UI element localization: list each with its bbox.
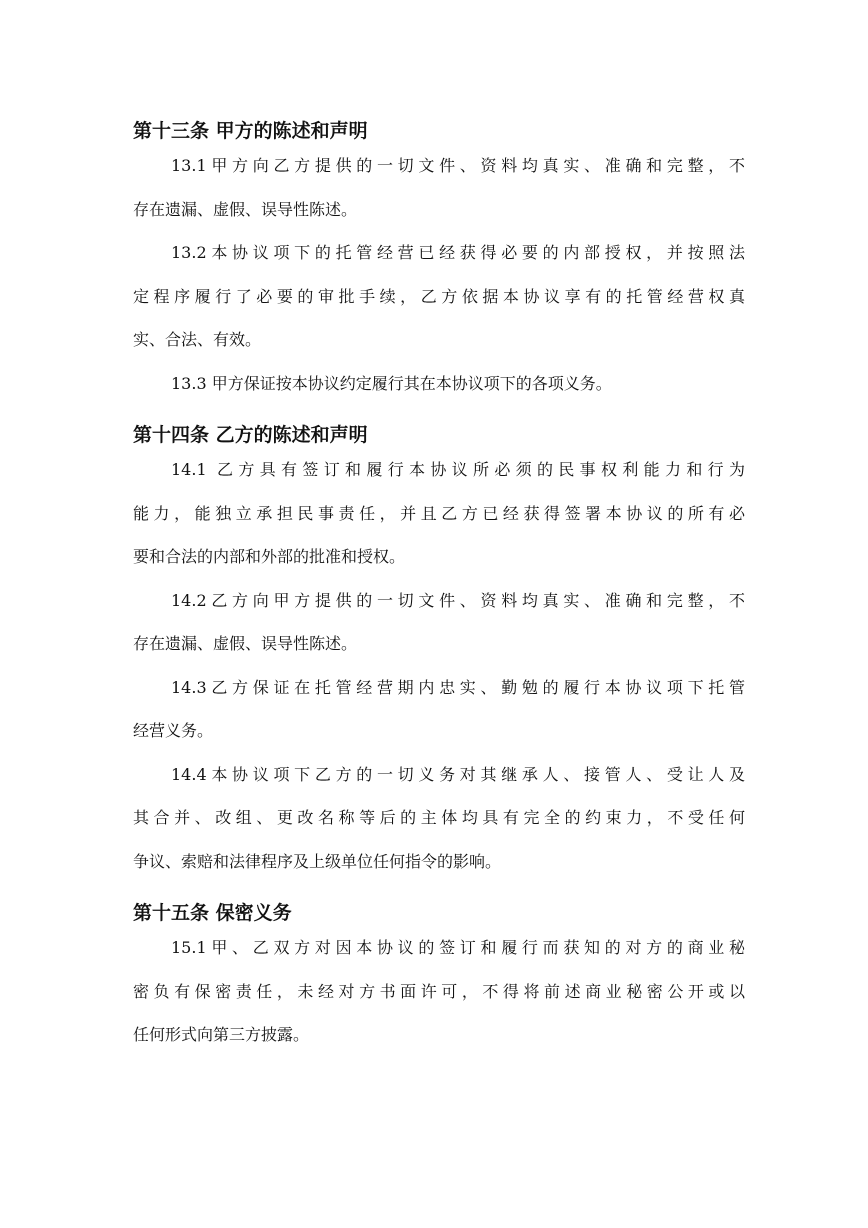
paragraph-line: 能力，能独立承担民事责任，并且乙方已经获得签署本协议的所有必 xyxy=(133,503,745,523)
paragraph-line: 密负有保密责任，未经对方书面许可，不得将前述商业秘密公开或以 xyxy=(133,981,745,1001)
paragraph-line: 要和合法的内部和外部的批准和授权。 xyxy=(133,547,406,566)
paragraph-15-1 xyxy=(133,935,745,1066)
paragraph-line: 定程序履行了必要的审批手续，乙方依据本协议享有的托管经营权真 xyxy=(133,286,745,306)
paragraph-13-2 xyxy=(133,240,745,371)
paragraph-line: 13.2本协议项下的托管经营已经获得必要的内部授权，并按照法 xyxy=(171,243,745,262)
paragraph-line: 13.1甲方向乙方提供的一切文件、资料均真实、准确和完整，不 xyxy=(171,156,745,175)
paragraph-14-1 xyxy=(133,457,745,588)
paragraph-14-3 xyxy=(133,675,745,762)
paragraph-line: 14.1 乙方具有签订和履行本协议所必须的民事权利能力和行为 xyxy=(171,460,745,479)
section-heading-13: 第十三条 甲方的陈述和声明 xyxy=(133,120,368,142)
paragraph-line: 14.4本协议项下乙方的一切义务对其继承人、接管人、受让人及 xyxy=(171,764,745,784)
paragraph-14-4 xyxy=(133,762,745,893)
section-heading-14: 第十四条 乙方的陈述和声明 xyxy=(133,424,368,446)
paragraph-line: 其合并、改组、更改名称等后的主体均具有完全的约束力，不受任何 xyxy=(133,808,745,827)
paragraph-line: 实、合法、有效。 xyxy=(133,330,262,349)
paragraph-line: 存在遗漏、虚假、误导性陈述。 xyxy=(133,199,358,219)
paragraph-line: 15.1甲、乙双方对因本协议的签订和履行而获知的对方的商业秘 xyxy=(171,938,745,957)
paragraph-line: 争议、索赔和法律程序及上级单位任何指令的影响。 xyxy=(133,851,502,871)
paragraph-line: 14.2乙方向甲方提供的一切文件、资料均真实、准确和完整，不 xyxy=(171,590,745,610)
section-heading-15: 第十五条 保密义务 xyxy=(133,902,292,924)
paragraph-14-2 xyxy=(133,588,745,675)
paragraph-13-1 xyxy=(133,153,745,240)
document-body xyxy=(133,110,745,1066)
paragraph-13-3 xyxy=(133,371,745,415)
paragraph-line: 经营义务。 xyxy=(133,721,214,740)
paragraph-line: 13.3 甲方保证按本协议约定履行其在本协议项下的各项义务。 xyxy=(171,373,612,393)
paragraph-line: 任何形式向第三方披露。 xyxy=(133,1025,310,1044)
paragraph-line: 存在遗漏、虚假、误导性陈述。 xyxy=(133,634,358,653)
paragraph-line: 14.3乙方保证在托管经营期内忠实、勤勉的履行本协议项下托管 xyxy=(171,677,745,697)
